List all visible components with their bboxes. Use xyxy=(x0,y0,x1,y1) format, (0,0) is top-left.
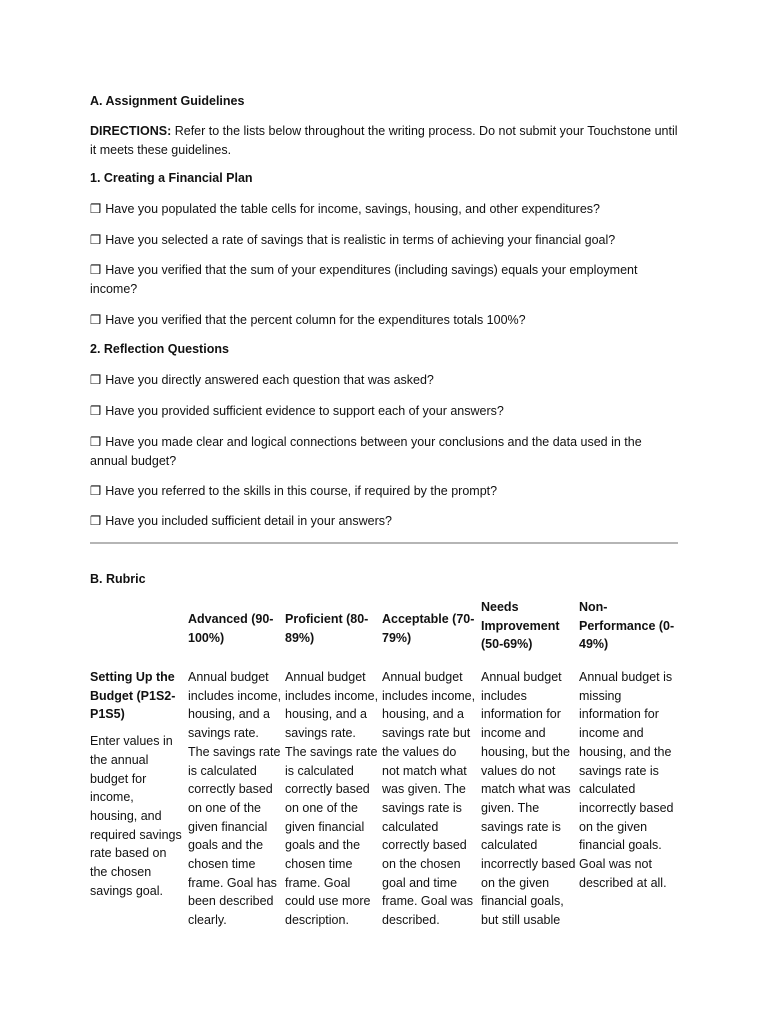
checkbox-icon: ❒ xyxy=(90,484,102,498)
checklist-item xyxy=(90,512,678,531)
rubric-row-title: Setting Up the Budget (P1S2-P1S5) xyxy=(90,670,176,722)
checklist-item-text: Have you made clear and logical connections between your conclusions and the data used in the annual budget? xyxy=(90,435,642,468)
checklist-item-text: Have you verified that the sum of your expenditures (including savings) equals your employment income? xyxy=(90,263,638,296)
checkbox-icon: ❒ xyxy=(90,435,102,449)
checklist-item-text: Have you included sufficient detail in your answers? xyxy=(105,514,392,528)
checklist-item xyxy=(90,371,678,390)
checklist-item xyxy=(90,433,678,471)
rubric-row-header xyxy=(90,668,182,900)
checklist-item-text: Have you directly answered each question that was asked? xyxy=(105,373,434,387)
directions-label: DIRECTIONS: xyxy=(90,124,172,138)
checklist-item-text: Have you verified that the percent column for the expenditures totals 100%? xyxy=(105,313,526,327)
checklist-item-text: Have you provided sufficient evidence to support each of your answers? xyxy=(105,404,504,418)
part1-title: 1. Creating a Financial Plan xyxy=(90,171,253,185)
directions-paragraph xyxy=(90,122,678,160)
rubric-cell-proficient: Annual budget includes income, housing, and a savings rate. The savings rate is calculated correctly based on one of the given financial goals and the chosen time frame. Goal could use more description. xyxy=(285,670,379,928)
checkbox-icon: ❒ xyxy=(90,514,102,528)
rubric-column-header: Proficient (80-89%) xyxy=(285,612,369,645)
checklist-item xyxy=(90,231,678,250)
checkbox-icon: ❒ xyxy=(90,233,102,247)
section-a-title: A. Assignment Guidelines xyxy=(90,94,245,108)
directions-text: Refer to the lists below throughout the writing process. Do not submit your Touchstone until it meets these guidelines. xyxy=(90,124,678,157)
checklist-item xyxy=(90,482,678,501)
checklist-item xyxy=(90,261,678,299)
rubric-cell-non-performance: Annual budget is missing information for income and housing, and the savings rate is calculated incorrectly based on the given financial goals. Goal was not described at all. xyxy=(579,670,674,890)
rubric-column-header: Non-Performance (0-49%) xyxy=(579,600,675,652)
rubric-cell-needs-improvement: Annual budget includes information for income and housing, but the values do not match what was given. The savings rate is calculated incorrectly based on the given financial goals, but still usable xyxy=(481,670,576,928)
section-b-title: B. Rubric xyxy=(90,572,146,586)
checkbox-icon: ❒ xyxy=(90,404,102,418)
checkbox-icon: ❒ xyxy=(90,313,102,327)
checklist-item-text: Have you referred to the skills in this course, if required by the prompt? xyxy=(105,484,498,498)
checkbox-icon: ❒ xyxy=(90,373,102,387)
checkbox-icon: ❒ xyxy=(90,263,102,277)
rubric-column-header: Needs Improvement (50-69%) xyxy=(481,600,560,652)
rubric-row-description: Enter values in the annual budget for income, housing, and required savings rate based on the chosen savings goal. xyxy=(90,734,182,898)
section-divider xyxy=(90,542,678,544)
checklist-item xyxy=(90,311,678,330)
part2-title: 2. Reflection Questions xyxy=(90,342,229,356)
checklist-item xyxy=(90,200,678,219)
rubric-column-header: Advanced (90-100%) xyxy=(188,612,274,645)
rubric-cell-advanced: Annual budget includes income, housing, and a savings rate. The savings rate is calculated correctly based on one of the given financial goals and the chosen time frame. Goal has been described clearly. xyxy=(188,670,282,928)
checklist-item xyxy=(90,402,678,421)
rubric-cell-acceptable: Annual budget includes income, housing, and a savings rate but the values do not match what was given. The savings rate is calculated correctly based on the chosen goal and time frame. Goal was described. xyxy=(382,670,476,928)
checklist-item-text: Have you selected a rate of savings that is realistic in terms of achieving your financial goal? xyxy=(105,233,616,247)
rubric-column-header: Acceptable (70-79%) xyxy=(382,612,475,645)
checklist-item-text: Have you populated the table cells for income, savings, housing, and other expenditures? xyxy=(105,202,600,216)
checkbox-icon: ❒ xyxy=(90,202,102,216)
